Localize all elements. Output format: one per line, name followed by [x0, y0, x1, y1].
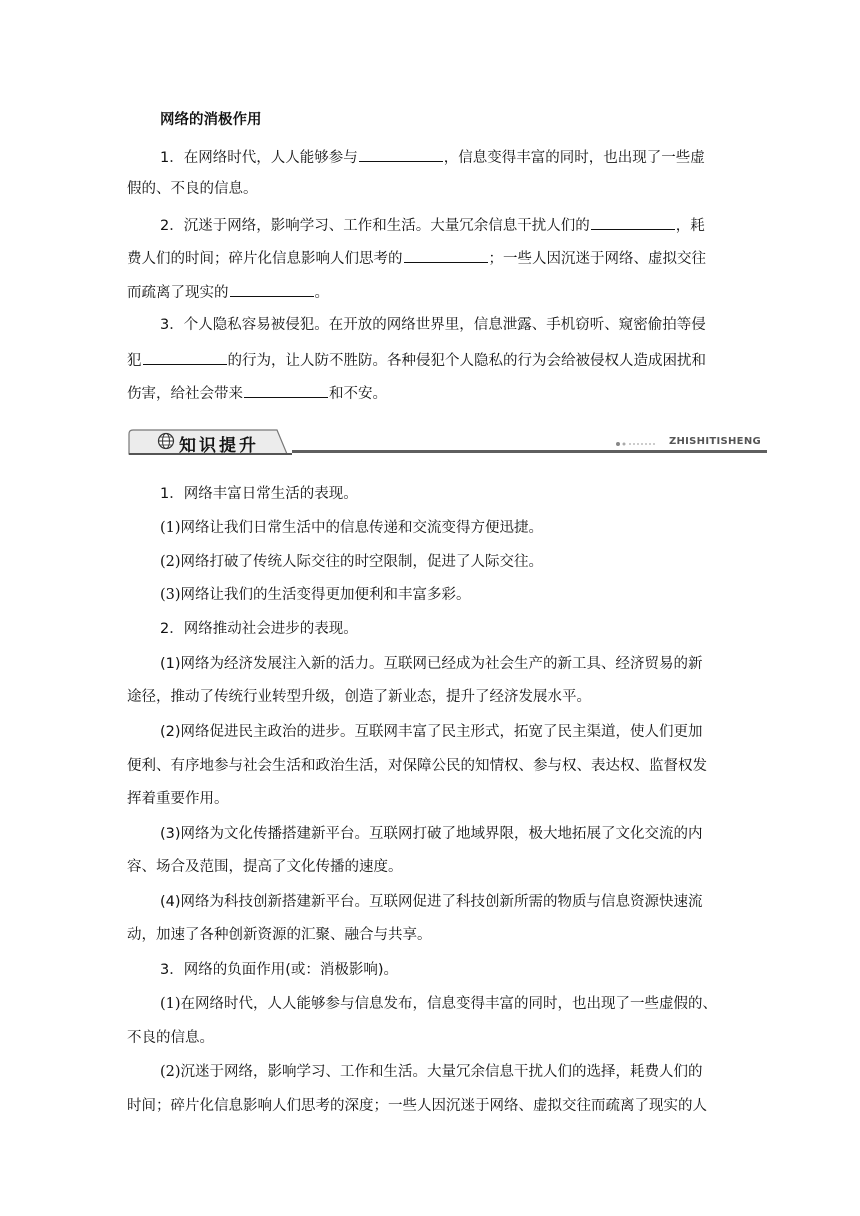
section-heading: 网络的消极作用: [160, 112, 262, 128]
text: 而疏离了现实的: [127, 285, 229, 301]
text: 和不安。: [329, 386, 387, 402]
list-item: [160, 722, 703, 742]
text: 1．在网络时代，人人能够参与: [160, 150, 358, 166]
list-item: (3)网络让我们的生活变得更加便利和丰富多彩。: [160, 587, 471, 603]
list-item: [160, 654, 703, 674]
fill-in-blank[interactable]: [244, 382, 328, 398]
list-item: (2)沉迷于网络，影响学习、工作和生活。大量冗余信息干扰人们的选择，耗费人们的: [160, 1064, 703, 1080]
fill-in-blank[interactable]: [359, 146, 443, 162]
section-banner: [127, 428, 767, 456]
list-item: (2)网络打破了传统人际交往的时空限制，促进了人际交往。: [160, 554, 544, 570]
text: 费人们的时间；碎片化信息影响人们思考的: [127, 251, 403, 267]
paragraph-3-line-3: [127, 382, 387, 404]
text: ；一些人因沉迷于网络、虚拟交往: [488, 251, 706, 267]
item-text: 互联网已经成为社会生产的新工具、经济贸易的新: [383, 656, 703, 672]
paragraph-3-line-1: [160, 315, 706, 335]
banner-title: 知识提升: [179, 436, 259, 456]
paragraph-1-line-1: [160, 146, 705, 168]
paragraph-2-line-2: [127, 247, 706, 269]
list-item-continuation: 途径，推动了传统行业转型升级，创造了新业态，提升了经济发展水平。: [127, 689, 591, 705]
text: 伤害，给社会带来: [127, 386, 243, 402]
list-item-continuation: 挥着重要作用。: [127, 791, 229, 807]
banner-pinyin: ZHISHITISHENG: [668, 436, 761, 447]
list-item-continuation: 不良的信息。: [127, 1030, 214, 1046]
fill-in-blank[interactable]: [143, 349, 227, 365]
text: ，耗: [675, 218, 705, 234]
list-item-continuation: 容、场合及范围，提高了文化传播的速度。: [127, 859, 403, 875]
fill-in-blank[interactable]: [230, 281, 314, 297]
text: 犯: [127, 353, 142, 369]
list-item: (1)网络让我们日常生活中的信息传递和交流变得方便迅捷。: [160, 520, 544, 536]
list-item-continuation: 动，加速了各种创新资源的汇聚、融合与共享。: [127, 927, 432, 943]
list-item-continuation: 时间；碎片化信息影响人们思考的深度；一些人因沉迷于网络、虚拟交往而疏离了现实的人: [127, 1098, 707, 1114]
paragraph-1-line-2: 假的、不良的信息。: [127, 181, 258, 197]
paragraph-2-line-1: [160, 214, 705, 236]
list-item: [160, 824, 703, 844]
text: 的行为，让人防不胜防。各种侵犯个人隐私的行为会给被侵权人造成困扰和: [227, 353, 706, 369]
text: ，信息变得丰富的同时，也出现了一些虚: [443, 150, 705, 166]
point-heading-3: 3．网络的负面作用(或：消极影响)。: [160, 962, 399, 978]
list-item: (1)在网络时代，人人能够参与信息发布，信息变得丰富的同时，也出现了一些虚假的、: [160, 996, 718, 1012]
item-title: (3)网络为文化传播搭建新平台。: [160, 826, 370, 842]
point-heading-2: 2．网络推动社会进步的表现。: [160, 621, 358, 637]
item-text: 互联网促进了科技创新所需的物质与信息资源快速流: [369, 894, 703, 910]
point-heading-1: 1．网络丰富日常生活的表现。: [160, 486, 358, 502]
decorative-dots: [615, 441, 655, 447]
paragraph-2-line-3: [127, 281, 329, 303]
item-title: (4)网络为科技创新搭建新平台。: [160, 894, 370, 910]
list-item-continuation: 便利、有序地参与社会生活和政治生活，对保障公民的知情权、参与权、表达权、监督权发: [127, 758, 707, 774]
fill-in-blank[interactable]: [591, 214, 675, 230]
text: 3．个人隐私容易被侵犯。在开放的网络世界里，信息泄露、手机窃听、窥密偷拍等侵: [160, 317, 706, 333]
item-text: 互联网丰富了民主形式，拓宽了民主渠道，使人们更加: [354, 724, 703, 740]
item-text: 互联网打破了地域界限，极大地拓展了文化交流的内: [369, 826, 703, 842]
fill-in-blank[interactable]: [404, 247, 488, 263]
list-item: [160, 892, 703, 912]
globe-icon: [157, 432, 175, 450]
item-title: (1)网络为经济发展注入新的活力。: [160, 656, 384, 672]
banner-rule: [292, 450, 767, 453]
item-title: (2)网络促进民主政治的进步。: [160, 724, 355, 740]
text: 。: [314, 285, 329, 301]
paragraph-3-line-2: [127, 349, 706, 371]
text: 2．沉迷于网络，影响学习、工作和生活。大量冗余信息干扰人们的: [160, 218, 590, 234]
